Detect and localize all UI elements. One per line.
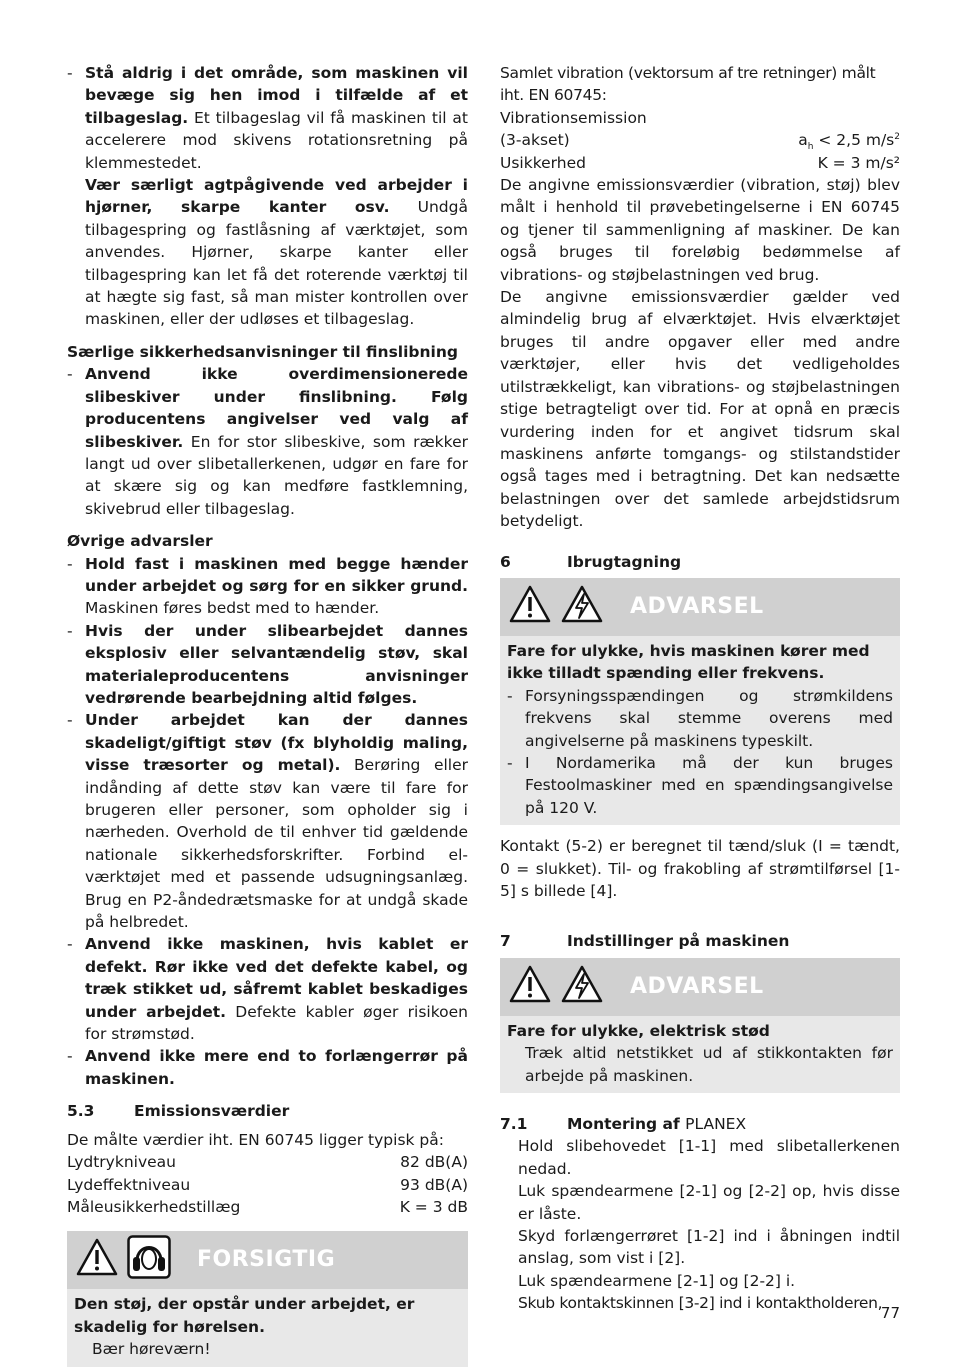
list-item (507, 752, 893, 819)
bullet-dash: - (507, 686, 513, 705)
warning-triangle-icon (508, 964, 552, 1010)
section-number: 7.1 (500, 1115, 528, 1134)
emission-row (67, 1196, 468, 1218)
bullet-dash: - (67, 554, 73, 573)
vibration-row (500, 129, 900, 151)
electric-hazard-icon (560, 964, 604, 1010)
uncertainty-value: K = 3 m/s² (817, 153, 900, 172)
warning-box-header (500, 958, 900, 1016)
warning-text: Berøring eller indånding af dette støv kan være til fare for brugeren eller personer, som opholder sig i nærheden. Overhold de til enhver tid gældende nationale sikkerhedsforskrifter. Forbind el-værktøjet med et passende udsugningsanlæg. Brug en P2-åndedrætsmaske for at undgå skade på helbredet. (85, 756, 468, 932)
emission-label: Lydeffektniveau (67, 1175, 191, 1194)
emission-row (67, 1174, 468, 1196)
warning-bold-text: Anvend ikke maskinen, hvis kablet er defekt. Rør ikke ved det defekte kabel, og træk stikket ud, såfremt kablet beskadiges under arbejdet. (85, 935, 468, 1021)
warning-bold-text: Hvis der under slibearbejdet dannes eksplosiv eller selvantændelig støv, skal materialeproducentens anvisninger vedrørende bearbejdning altid følges. (85, 621, 468, 707)
step: Luk spændearmene [2-1] og [2-2] i. (518, 1271, 796, 1290)
vibration-number: < 2,5 m/s (813, 131, 895, 150)
list-item (67, 553, 468, 620)
list-item (67, 709, 468, 933)
bullet-dash: - (507, 753, 513, 772)
section-title: Montering af (567, 1115, 680, 1134)
bullet-dash: - (67, 711, 73, 730)
step: Hold slibehovedet [1-1] med slibetallerkenen nedad. (518, 1137, 900, 1178)
product-name: PLANEX (685, 1115, 747, 1134)
warning-title: ADVARSEL (630, 593, 764, 619)
step: Luk spændearmene [2-1] og [2-2] op, hvis disse er låste. (518, 1182, 900, 1223)
warning-bold-text: Under arbejdet kan der dannes skadeligt/giftigt støv (fx blyholdig maling, visse træsorter og metal). (85, 711, 468, 775)
step: Skyd forlængerrøret [1-2] ind i åbningen indtil anslag, som vist i [2]. (518, 1227, 900, 1268)
bullet-dash: - (67, 935, 73, 954)
warning-box-body (500, 1016, 900, 1093)
page-number: 77 (880, 1304, 900, 1322)
warning-box-body (500, 636, 900, 825)
section-number: 5.3 (67, 1102, 95, 1121)
warning-box (500, 578, 900, 825)
warning-triangle-icon (508, 584, 552, 630)
step: Skub kontaktskinnen [3-2] ind i kontaktholderen, (518, 1294, 883, 1313)
bullet-dash: - (67, 365, 73, 384)
vibration-superscript: 2 (894, 132, 900, 143)
section-heading-6 (500, 551, 900, 573)
warning-box (500, 958, 900, 1093)
bullet-dash: - (67, 64, 73, 82)
emission-value: 93 dB(A) (400, 1175, 468, 1194)
vibration-value (798, 129, 900, 151)
left-column (67, 62, 468, 1367)
caution-text: Bær høreværn! (92, 1340, 211, 1359)
warning-text: Et tilbageslag vil få maskinen til at accelerere mod skivens rotationsretning på klemmestedet. (85, 108, 468, 172)
list-item (507, 685, 893, 752)
bullet-dash: - (67, 621, 73, 640)
warning-title: ADVARSEL (630, 973, 764, 999)
emission-row (67, 1151, 468, 1173)
section-title: Indstillinger på maskinen (567, 932, 790, 951)
emission-intro: De målte værdier iht. EN 60745 ligger typisk på: (67, 1130, 444, 1149)
section-title: Ibrugtagning (567, 552, 682, 571)
right-column (500, 62, 900, 1315)
warning-bold-text: Anvend ikke overdimensionerede slibeskiver under finslibning. Følg producentens angivelser ved valg af slibeskiver. (85, 365, 468, 451)
caution-bold-text: Den støj, der opstår under arbejdet, er skadelig for hørelsen. (74, 1295, 415, 1336)
emission-value: K = 3 dB (399, 1197, 468, 1216)
list-item (67, 620, 468, 710)
caution-box-body (67, 1289, 468, 1366)
emission-label: Lydtrykniveau (67, 1153, 176, 1172)
ear-protection-icon (127, 1235, 171, 1285)
warning-text: I Nordamerika må der kun bruges Festoolmaskiner med en spændingsangivelse på 120 V. (525, 753, 893, 817)
vibration-intro: Samlet vibration (vektorsum af tre retninger) målt iht. EN 60745: (500, 64, 876, 105)
warning-bold-text: Fare for ulykke, hvis maskinen kører med ikke tilladt spænding eller frekvens. (507, 641, 870, 683)
emission-label: Måleusikkerhedstillæg (67, 1197, 241, 1216)
caution-title: FORSIGTIG (197, 1247, 336, 1273)
paragraph: De angivne emissionsværdier gælder ved almindelig brug af elværktøjet. Hvis elværktøjet bruges til andre opgaver eller med andre værktøjer, eller hvis det vedligeholdes utilstrækkeligt, kan vibrations- og støjbelastningen stige betragteligt over tid. For at opnå en præcis vurdering inden for et angivet tidsrum skal maskinens anførte tomgangs- og stilstandstider også tages med i betragtning. Det kan nedsætte belastningen over det samlede arbejdstidsrum betydeligt. (500, 288, 900, 531)
section-title: Emissionsværdier (134, 1102, 290, 1121)
section-number: 7 (500, 932, 511, 951)
warning-bold-text: Stå aldrig i det område, som maskinen vil bevæge sig hen imod i tilfælde af et tilbageslag. (85, 64, 468, 127)
caution-box-header (67, 1231, 468, 1289)
section-heading-5-3 (67, 1100, 468, 1122)
uncertainty-row (500, 152, 900, 174)
vibration-label: Vibrationsemission (500, 108, 647, 127)
uncertainty-label: Usikkerhed (500, 153, 586, 172)
warning-bold-text: Anvend ikke mere end to forlængerrør på maskinen. (85, 1047, 468, 1088)
warning-box-header (500, 578, 900, 636)
subheading-finslibning: Særlige sikkerhedsanvisninger til finslibning (67, 342, 458, 361)
warning-bold-text: Fare for ulykke, elektrisk stød (507, 1021, 770, 1040)
warning-bold-text: Hold fast i maskinen med begge hænder under arbejdet og sørg for en sikker grund. (85, 554, 468, 595)
warning-text: Forsyningsspændingen og strømkildens frekvens skal stemme overens med angivelserne på maskinens typeskilt. (525, 686, 893, 750)
paragraph: De angivne emissionsværdier (vibration, støj) blev målt i henhold til prøvebetingelserne i EN 60745 og tjener til sammenligning af maskiner. De kan også bruges til foreløbig bedømmelse af vibrations- og støjbelastningen ved brug. (500, 176, 900, 284)
warning-text: Undgå tilbagespring og fastlåsning af værktøjet, som anvendes. Hjørner, skarpe kanter eller tilbagespring kan let få det roterende værktøj til at hægte sig fast, så man mister kontrollen over maskinen, eller der udløses et tilbageslag. (85, 198, 468, 329)
list-item (67, 363, 468, 520)
vibration-axis-label: (3-akset) (500, 131, 570, 150)
warning-bold-text: Vær særligt agtpågivende ved arbejder i hjørner, skarpe kanter osv. (85, 176, 468, 217)
warning-triangle-icon (75, 1237, 119, 1283)
list-item (67, 62, 468, 331)
warning-text: En for stor slibeskive, som rækker langt ud over slibetallerkenen, udgør en fare for at skære sig og kan medføre fastklemning, skivebrud eller tilbageslag. (85, 432, 468, 518)
warning-text: Maskinen føres bedst med to hænder. (85, 599, 380, 618)
electric-hazard-icon (560, 584, 604, 630)
section-heading-7 (500, 930, 900, 952)
section-number: 6 (500, 552, 511, 571)
emission-value: 82 dB(A) (400, 1153, 468, 1172)
vibration-symbol: a (798, 131, 808, 150)
list-item (67, 1045, 468, 1090)
paragraph: Kontakt (5-2) er beregnet til tænd/sluk (I = tændt, 0 = slukket). Til- og frakobling af strømtilførsel [1-5] s billede [4]. (500, 837, 900, 900)
bullet-dash: - (67, 1047, 73, 1066)
warning-text: Træk altid netstikket ud af stikkontakten før arbejde på maskinen. (525, 1044, 893, 1085)
warning-text: Defekte kabler øger risikoen for strømstød. (85, 1002, 468, 1044)
caution-box (67, 1231, 468, 1366)
vibration-subscript: h (807, 142, 814, 153)
subheading-ovrige: Øvrige advarsler (67, 532, 213, 551)
list-item (67, 933, 468, 1045)
section-heading-7-1 (500, 1113, 900, 1135)
